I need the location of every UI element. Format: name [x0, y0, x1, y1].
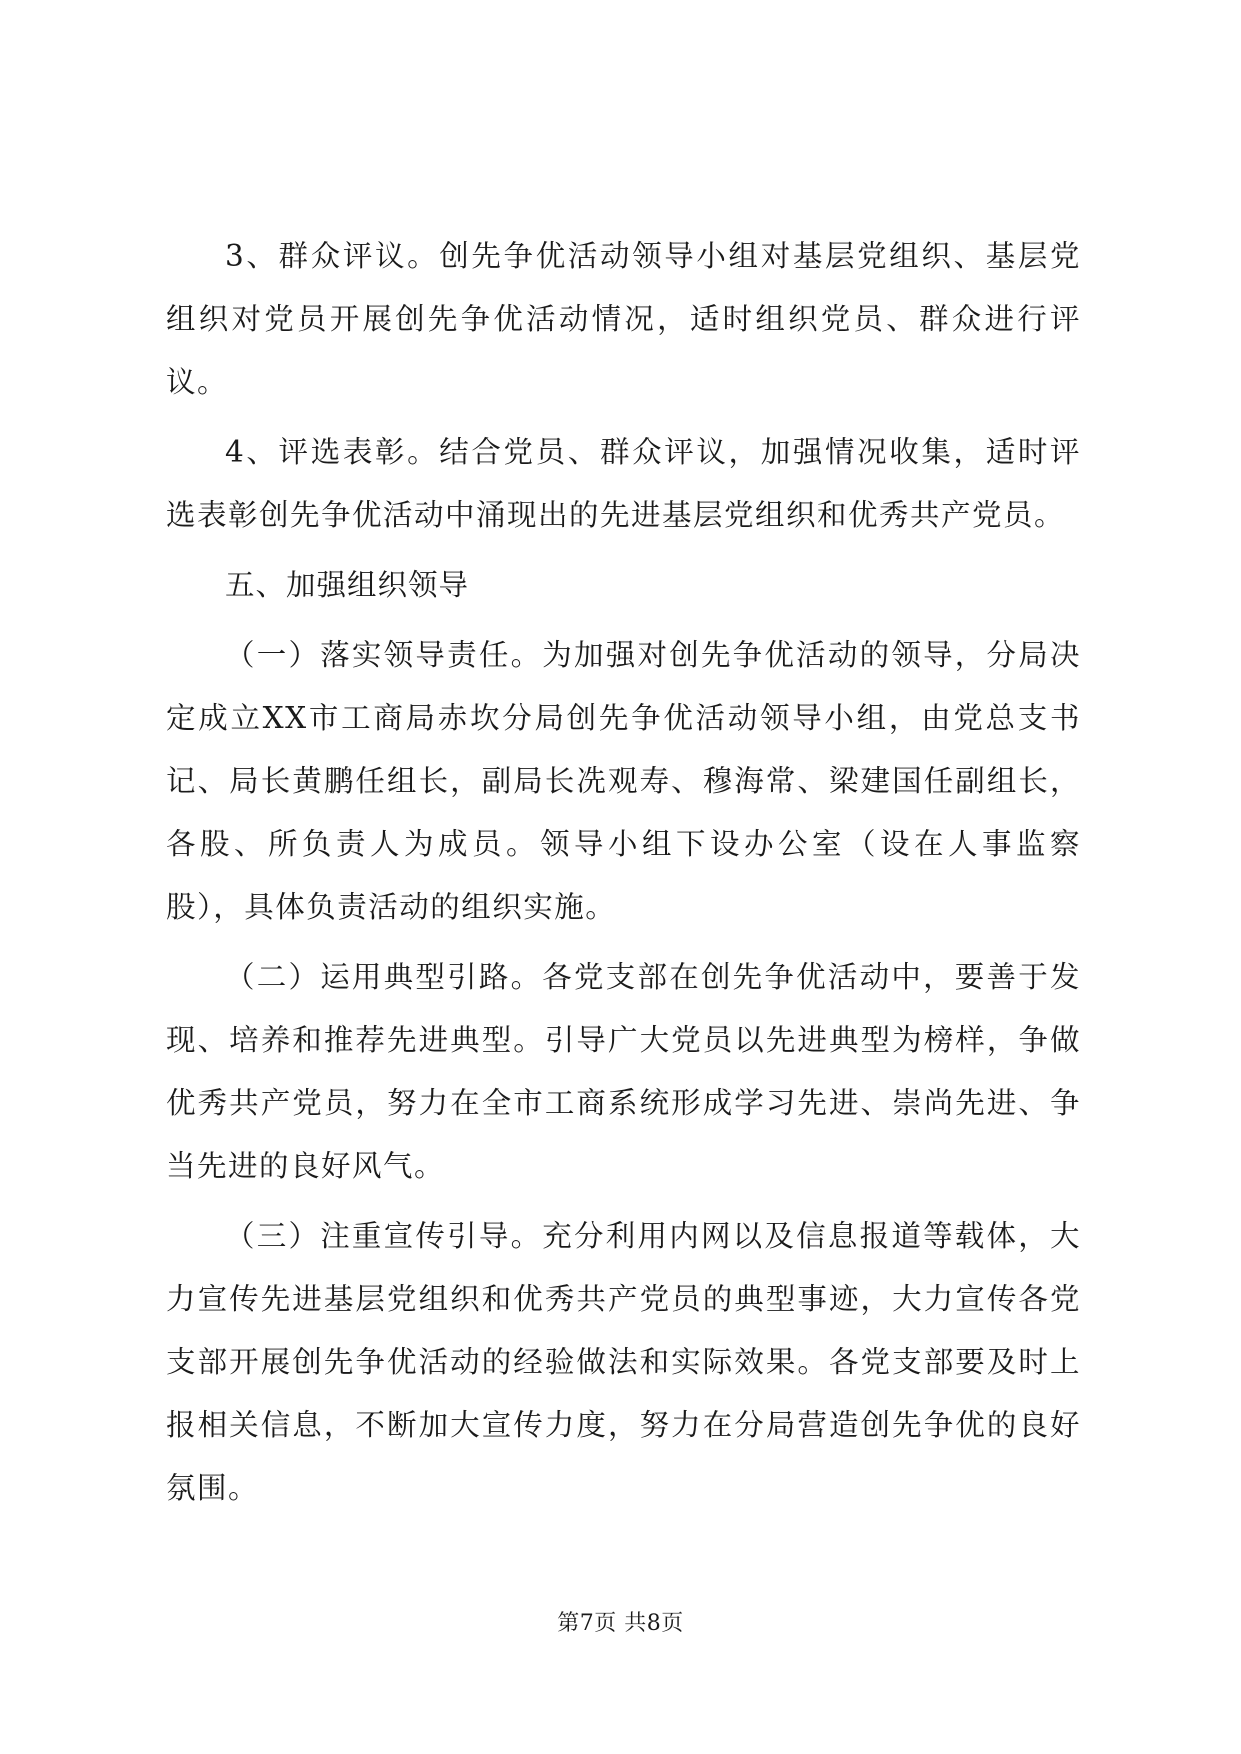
paragraph-typical-examples: （二）运用典型引路。各党支部在创先争优活动中，要善于发现、培养和推荐先进典型。引导广大党员以先进典型为榜样，争做优秀共产党员，努力在全市工商系统形成学习先进、崇尚先进、争当先进的良好风气。 — [166, 960, 1081, 1183]
document-body — [166, 225, 1081, 1527]
paragraph-mass-review: 3、群众评议。创先争优活动领导小组对基层党组织、基层党组织对党员开展创先争优活动情况，适时组织党员、群众进行评议。 — [166, 239, 1081, 399]
section-heading-organization: 五、加强组织领导 — [225, 568, 470, 602]
paragraph-publicity-guidance: （三）注重宣传引导。充分利用内网以及信息报道等载体，大力宣传先进基层党组织和优秀共产党员的典型事迹，大力宣传各党支部开展创先争优活动的经验做法和实际效果。各党支部要及时上报相关信息，不断加大宣传力度，努力在分局营造创先争优的良好氛围。 — [166, 1219, 1081, 1505]
page-number-footer: 第7页 共8页 — [557, 1611, 684, 1636]
paragraph-leadership-responsibility: （一）落实领导责任。为加强对创先争优活动的领导，分局决定成立XX市工商局赤坎分局创先争优活动领导小组，由党总支书记、局长黄鹏任组长，副局长冼观寿、穆海常、梁建国任副组长，各股、所负责人为成员。领导小组下设办公室（设在人事监察股），具体负责活动的组织实施。 — [166, 638, 1081, 924]
paragraph-selection-commendation: 4、评选表彰。结合党员、群众评议，加强情况收集，适时评选表彰创先争优活动中涌现出的先进基层党组织和优秀共产党员。 — [166, 435, 1081, 532]
